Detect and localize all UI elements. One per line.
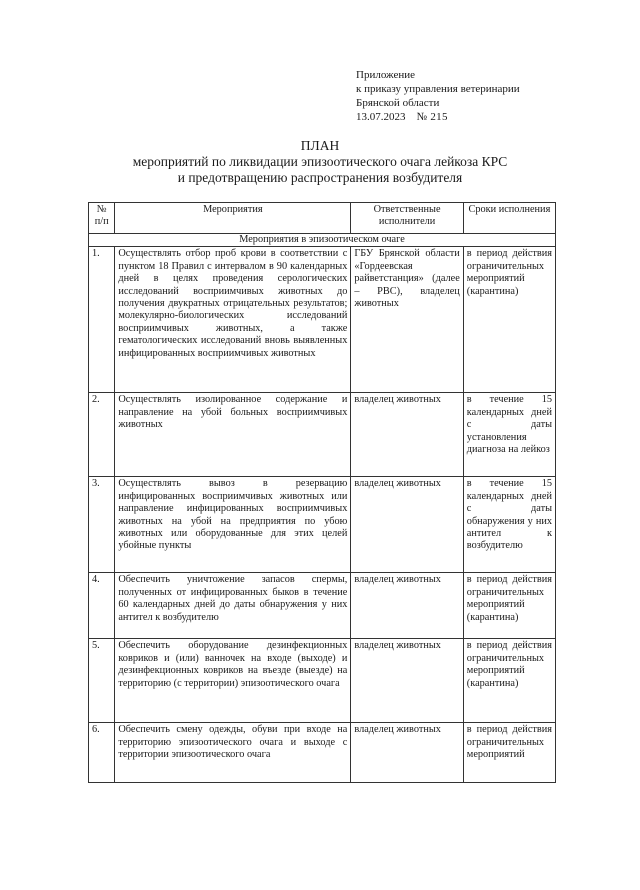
appendix-order-ref: к приказу управления ветеринарии xyxy=(356,83,520,95)
plan-title xyxy=(0,138,640,186)
row-measure: Осуществлять отбор проб крови в соответствии с пунктом 18 Правил с интервалом в 90 календарных дней в целях проведения серологических исследований восприимчивых животных до получения двукратных отрицательных результатов; молекулярно-биологических исследований восприимчивых животных, а также гематологических исследований вновь выявленных инфицированных восприимчивых животных xyxy=(115,247,351,393)
table-row xyxy=(89,247,556,393)
row-num: 3. xyxy=(89,477,115,573)
table-row xyxy=(89,723,556,783)
row-term: в течение 15 календарных дней с даты установления диагноза на лейкоз xyxy=(463,393,555,477)
appendix-block xyxy=(356,68,520,124)
plan-title-heading: ПЛАН xyxy=(300,138,340,153)
table-row xyxy=(89,477,556,573)
row-num: 5. xyxy=(89,639,115,723)
table-row xyxy=(89,573,556,639)
appendix-label: Приложение xyxy=(356,69,416,81)
plan-title-subline-2: и предотвращению распространения возбудителя xyxy=(177,170,463,185)
row-num: 6. xyxy=(89,723,115,783)
row-term: в период действия ограничительных мероприятий xyxy=(463,723,555,783)
row-term: в период действия ограничительных мероприятий (карантина) xyxy=(463,573,555,639)
row-responsible: владелец животных xyxy=(351,477,463,573)
appendix-region: Брянской области xyxy=(356,97,440,109)
section-row xyxy=(89,234,556,247)
header-measures: Мероприятия xyxy=(115,203,351,234)
appendix-date-number xyxy=(356,110,520,124)
table-row xyxy=(89,393,556,477)
row-measure: Осуществлять изолированное содержание и направление на убой больных восприимчивых животных xyxy=(115,393,351,477)
header-terms: Сроки исполнения xyxy=(463,203,555,234)
row-responsible: владелец животных xyxy=(351,573,463,639)
row-num: 4. xyxy=(89,573,115,639)
row-responsible: владелец животных xyxy=(351,393,463,477)
plan-title-subline-1: мероприятий по ликвидации эпизоотического очага лейкоза КРС xyxy=(132,154,508,169)
appendix-date: 13.07.2023 xyxy=(356,111,406,123)
table-row xyxy=(89,639,556,723)
appendix-number: № 215 xyxy=(416,111,448,123)
row-measure: Обеспечить уничтожение запасов спермы, полученных от инфицированных быков в течение 60 календарных дней до даты обнаружения у них антител к возбудителю xyxy=(115,573,351,639)
row-num: 1. xyxy=(89,247,115,393)
row-measure: Обеспечить оборудование дезинфекционных ковриков и (или) ванночек на входе (выходе) и дезинфекционных ковриков на въезде (выезде) на территорию (с территории) эпизоотического очага xyxy=(115,639,351,723)
row-measure: Обеспечить смену одежды, обуви при входе на территорию эпизоотического очага и выходе с территории эпизоотического очага xyxy=(115,723,351,783)
row-term: в течение 15 календарных дней с даты обнаружения у них антител к возбудителю xyxy=(463,477,555,573)
header-responsible: Ответственные исполнители xyxy=(351,203,463,234)
header-num: № п/п xyxy=(89,203,115,234)
row-term: в период действия ограничительных мероприятий (карантина) xyxy=(463,639,555,723)
row-responsible: ГБУ Брянской области «Гордеевская райветстанция» (далее – РВС), владелец животных xyxy=(351,247,463,393)
measures-table xyxy=(88,202,556,783)
row-measure: Осуществлять вывоз в резервацию инфицированных восприимчивых животных или направление инфицированных восприимчивых животных на убой на предприятия по убою животных или оборудованные для этих целей убойные пункты xyxy=(115,477,351,573)
row-term: в период действия ограничительных мероприятий (карантина) xyxy=(463,247,555,393)
row-num: 2. xyxy=(89,393,115,477)
row-responsible: владелец животных xyxy=(351,723,463,783)
table-header-row xyxy=(89,203,556,234)
section-title: Мероприятия в эпизоотическом очаге xyxy=(89,234,556,247)
row-responsible: владелец животных xyxy=(351,639,463,723)
